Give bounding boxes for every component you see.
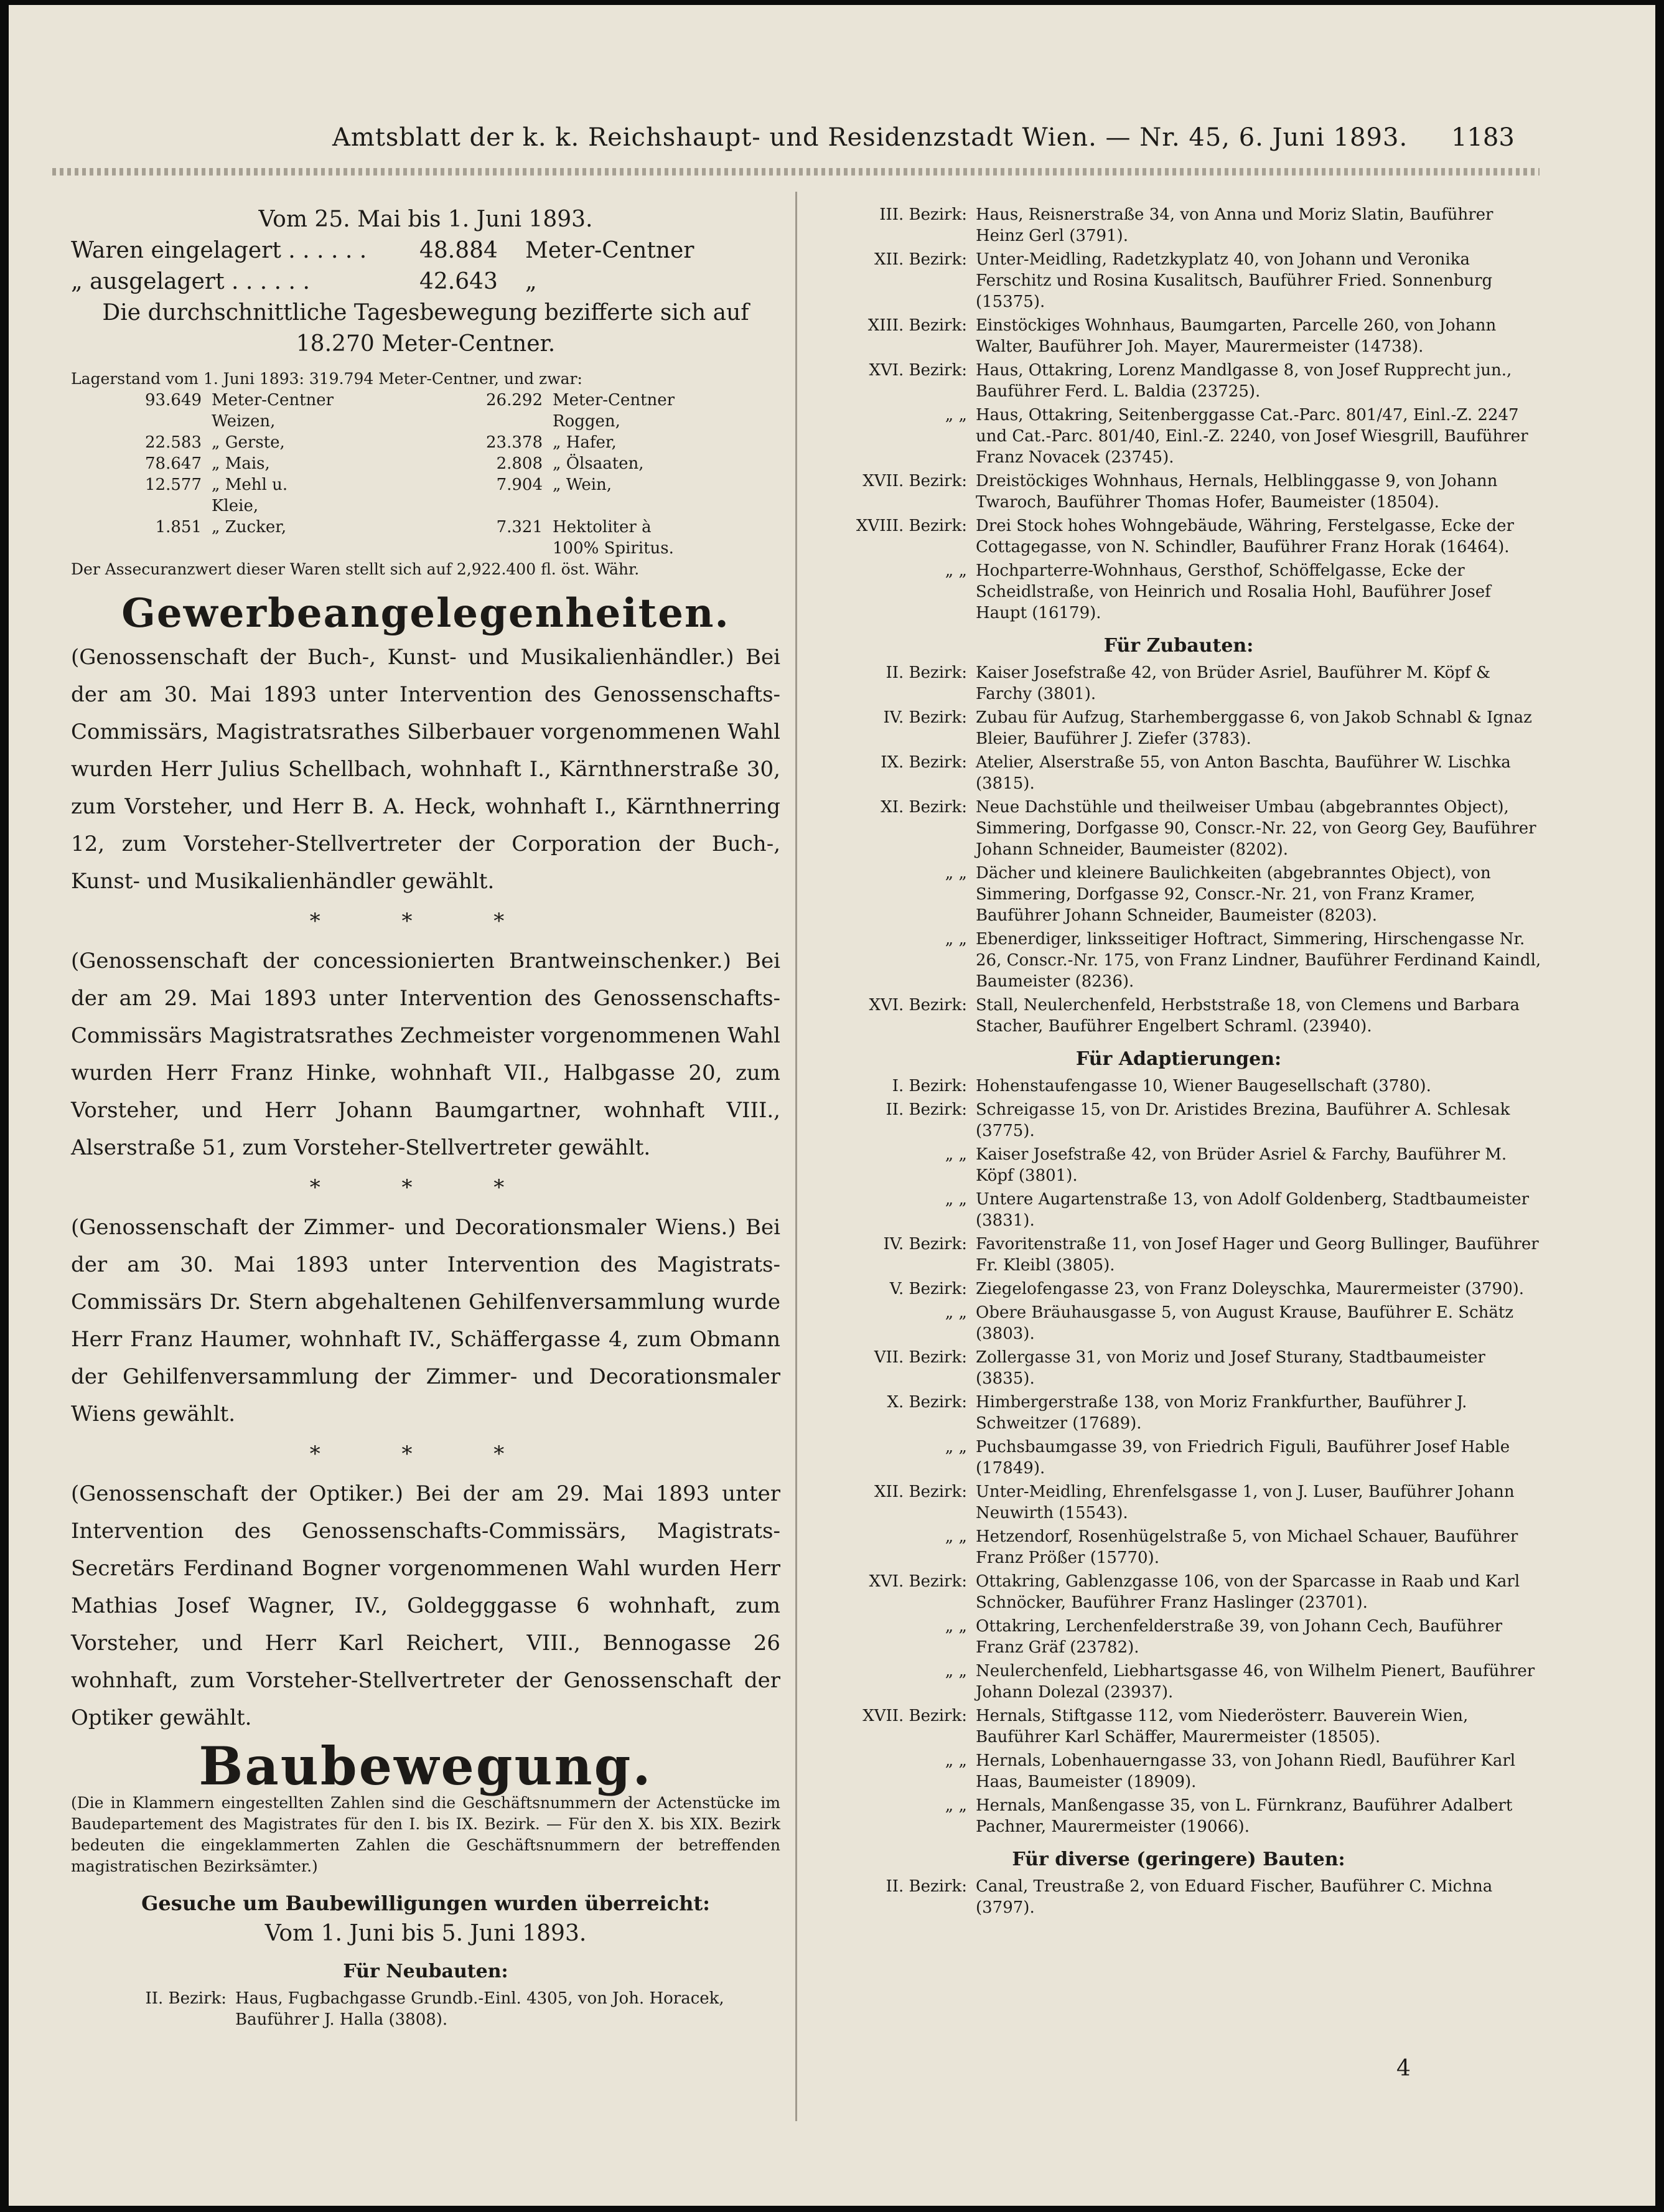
entry-district: II. Bezirk: <box>145 1989 227 2008</box>
adaptierungen-heading: Für Adaptierungen: <box>1075 1048 1282 1070</box>
bau-entry <box>811 1616 1546 1658</box>
bau-entry <box>811 1481 1546 1524</box>
bau-entry <box>811 560 1546 624</box>
entry-text: Kaiser Josefstraße 42, von Brüder Asriel, Bauführer M. Köpf & Farchy (3801). <box>976 663 1491 703</box>
page-number: 1183 <box>1451 123 1515 152</box>
stock-table <box>71 390 780 559</box>
diverse-list <box>811 1876 1546 1918</box>
neubauten-list-left <box>71 1988 780 2030</box>
stock-cell: 1.851 <box>155 518 202 537</box>
entry-text: Hetzendorf, Rosenhügelstraße 5, von Michael Schauer, Bauführer Franz Prößer (15770). <box>976 1527 1518 1567</box>
bau-entry <box>811 1099 1546 1141</box>
bau-entry <box>811 1526 1546 1568</box>
stock-cell: „ Ölsaaten, <box>553 454 644 473</box>
stock-cell: „ Gerste, <box>212 433 285 452</box>
column-divider <box>795 192 797 2121</box>
insurance-note: Der Assecuranzwert dieser Waren stellt sich auf 2,922.400 fl. öst. Währ. <box>71 560 640 578</box>
entry-text: Haus, Reisnerstraße 34, von Anna und Moriz Slatin, Bauführer Heinz Gerl (3791). <box>976 205 1493 245</box>
stock-cell: 78.647 <box>145 454 202 473</box>
entry-district: III. Bezirk: <box>879 205 967 224</box>
entry-district: XII. Bezirk: <box>874 1483 967 1501</box>
newspaper-page <box>9 5 1655 2206</box>
entry-text: Einstöckiges Wohnhaus, Baumgarten, Parcelle 260, von Johann Walter, Bauführer Joh. Mayer, Maurermeister (14738). <box>976 316 1497 356</box>
stats-row <box>71 266 780 298</box>
stats-value: 48.884 <box>419 238 498 263</box>
bau-entry <box>811 1661 1546 1703</box>
stock-spacer <box>340 517 408 559</box>
stats-value: 42.643 <box>419 269 498 294</box>
entry-district: XI. Bezirk: <box>881 798 967 817</box>
entry-district: VII. Bezirk: <box>874 1348 967 1367</box>
bau-entry <box>811 995 1546 1037</box>
entry-text: Hernals, Lobenhauerngasse 33, von Johann Riedl, Bauführer Karl Haas, Baumeister (18909). <box>976 1751 1516 1791</box>
entry-text: Haus, Ottakring, Seitenberggasse Cat.-Parc. 801/47, Einl.-Z. 2247 und Cat.-Parc. 801/40, Einl.-Z. 2240, von Josef Wiesgrill, Bauführer Franz Novacek (23745). <box>976 406 1528 467</box>
entry-text: Canal, Treustraße 2, von Eduard Fischer, Bauführer C. Michna (3797). <box>976 1877 1493 1917</box>
bau-entry <box>811 1705 1546 1748</box>
entry-text: Hernals, Manßengasse 35, von L. Fürnkranz, Bauführer Adalbert Pachner, Maurermeister (19066). <box>976 1796 1513 1836</box>
entry-district: XVII. Bezirk: <box>862 1707 967 1725</box>
entry-district: „ „ <box>945 1751 967 1770</box>
bau-entry <box>811 1278 1546 1300</box>
right-column <box>811 204 1546 1921</box>
bau-entry <box>811 1302 1546 1344</box>
entry-text: Atelier, Alserstraße 55, von Anton Baschta, Bauführer W. Lischka (3815). <box>976 753 1511 793</box>
entry-district: XII. Bezirk: <box>874 250 967 269</box>
bau-entry <box>811 1144 1546 1186</box>
entry-text: Neue Dachstühle und theilweiser Umbau (abgebranntes Object), Simmering, Dorfgasse 90, Conscr.-Nr. 22, von Georg Gey, Bauführer Johann Schneider, Baumeister (8202). <box>976 798 1536 859</box>
sheet-number: 4 <box>1396 2056 1411 2081</box>
entry-district: I. Bezirk: <box>892 1077 967 1095</box>
stats-label: „ ausgelagert . . . . . . <box>71 269 310 294</box>
entry-district: „ „ <box>945 1438 967 1456</box>
bau-entry <box>811 707 1546 749</box>
entry-district: „ „ <box>945 561 967 580</box>
stock-cell: „ Mehl u. Kleie, <box>212 476 288 515</box>
bau-entry <box>811 1076 1546 1097</box>
stock-cell: 23.378 <box>486 433 543 452</box>
bau-entry <box>811 1392 1546 1434</box>
bau-entry <box>811 204 1546 246</box>
entry-district: „ „ <box>945 930 967 949</box>
adaptierungen-list <box>811 1076 1546 1837</box>
stock-cell: 12.577 <box>145 476 202 494</box>
entry-district: II. Bezirk: <box>886 1877 967 1896</box>
gewerbe-paragraph: (Genossenschaft der Buch-, Kunst- und Musikalienhändler.) Bei der am 30. Mai 1893 unter Intervention des Genossenschafts-Commissärs, Magistratsrathes Silberbauer vorgenommenen Wahl wurden Herr Julius Schellbach, wohnhaft I., Kärnthnerstraße 30, zum Vorsteher, und Herr B. A. Heck, wohnhaft I., Kärnthnerring 12, zum Vorsteher-Stellvertreter der Corporation der Buch-, Kunst- und Musikalienhändler gewählt. <box>71 645 780 894</box>
section-title-gewerbe: Gewerbeangelegenheiten. <box>121 590 730 637</box>
stock-cell: Hektoliter à 100% Spiritus. <box>553 518 674 558</box>
entry-district: XVII. Bezirk: <box>862 472 967 490</box>
entry-district: IX. Bezirk: <box>881 753 967 772</box>
stock-spacer <box>340 390 408 432</box>
entry-district: IV. Bezirk: <box>883 1235 967 1254</box>
stock-spacer <box>340 432 408 453</box>
stock-cell: 26.292 <box>486 391 543 410</box>
stock-cell: Meter-Centner Weizen, <box>212 391 334 431</box>
separator-stars: * * * <box>309 1175 542 1200</box>
entry-text: Hohenstaufengasse 10, Wiener Baugesellschaft (3780). <box>976 1077 1431 1095</box>
entry-text: Obere Bräuhausgasse 5, von August Krause, Bauführer E. Schätz (3803). <box>976 1303 1514 1343</box>
entry-district: XVI. Bezirk: <box>869 996 967 1015</box>
entry-district: „ „ <box>945 1527 967 1546</box>
entry-district: „ „ <box>945 1617 967 1636</box>
bau-note: (Die in Klammern eingestellten Zahlen sind die Geschäftsnummern der Actenstücke im Baudepartement des Magistrates für den I. bis IX. Bezirk. — Für den X. bis XIX. Bezirk bedeuten die eingeklammerten Zahlen die Geschäftsnummern der betreffenden magistratischen Bezirksämter.) <box>71 1794 780 1875</box>
entry-text: Ebenerdiger, linksseitiger Hoftract, Simmering, Hirschengasse Nr. 26, Conscr.-Nr. 175, von Franz Lindner, Bauführer Ferdinand Kaindl, Baumeister (8236). <box>976 930 1541 991</box>
neubauten-heading: Für Neubauten: <box>343 1961 508 1982</box>
stats-unit: Meter-Centner <box>525 238 694 263</box>
entry-district: XVI. Bezirk: <box>869 1572 967 1591</box>
entry-text: Dächer und kleinere Baulichkeiten (abgebranntes Object), von Simmering, Dorfgasse 92, Conscr.-Nr. 21, von Franz Kramer, Bauführer Johann Schneider, Baumeister (8203). <box>976 864 1491 925</box>
bau-entry <box>811 752 1546 794</box>
average-line: Die durchschnittliche Tagesbewegung bezifferte sich auf <box>102 300 749 326</box>
bau-entry <box>811 1795 1546 1837</box>
stock-cell: Meter-Centner Roggen, <box>553 391 675 431</box>
stock-cell: 7.321 <box>496 518 543 537</box>
gesuche-heading: Gesuche um Baubewilligungen wurden überreicht: <box>141 1891 710 1915</box>
entry-district: II. Bezirk: <box>886 1100 967 1119</box>
separator-stars: * * * <box>309 1441 542 1466</box>
entry-text: Zollergasse 31, von Moriz und Josef Sturany, Stadtbaumeister (3835). <box>976 1348 1485 1388</box>
entry-district: X. Bezirk: <box>887 1393 967 1412</box>
bau-entry <box>811 662 1546 705</box>
entry-district: IV. Bezirk: <box>883 708 967 727</box>
bau-entry <box>811 515 1546 558</box>
stats-unit: „ <box>525 269 537 294</box>
bau-entry <box>811 360 1546 402</box>
zubauten-list <box>811 662 1546 1037</box>
running-header: Amtsblatt der k. k. Reichshaupt- und Residenzstadt Wien. — Nr. 45, 6. Juni 1893. <box>332 123 1408 152</box>
entry-district: XVI. Bezirk: <box>869 361 967 380</box>
bau-entry <box>811 1571 1546 1613</box>
separator-stars: * * * <box>309 909 542 934</box>
stats-label: Waren eingelagert . . . . . . <box>71 238 367 263</box>
entry-district: „ „ <box>945 1145 967 1164</box>
entry-text: Hochparterre-Wohnhaus, Gersthof, Schöffelgasse, Ecke der Scheidlstraße, von Heinrich und Rosalia Hohl, Bauführer Josef Haupt (16179). <box>976 561 1491 622</box>
header-rule <box>52 168 1540 176</box>
entry-text: Haus, Ottakring, Lorenz Mandlgasse 8, von Josef Rupprecht jun., Bauführer Ferd. L. Baldia (23725). <box>976 361 1512 401</box>
entry-text: Zubau für Aufzug, Starhemberggasse 6, von Jakob Schnabl & Ignaz Bleier, Bauführer J. Ziefer (3783). <box>976 708 1532 748</box>
bau-entry <box>811 1876 1546 1918</box>
entry-text: Ziegelofengasse 23, von Franz Doleyschka, Maurermeister (3790). <box>976 1280 1525 1298</box>
entry-text: Unter-Meidling, Radetzkyplatz 40, von Johann und Veronika Ferschitz und Rosina Kusalitsch, Bauführer Fried. Sonnenburg (15375). <box>976 250 1493 311</box>
entry-district: „ „ <box>945 864 967 883</box>
entry-district: „ „ <box>945 1303 967 1322</box>
entry-text: Favoritenstraße 11, von Josef Hager und Georg Bullinger, Bauführer Fr. Kleibl (3805). <box>976 1235 1539 1275</box>
entry-text: Dreistöckiges Wohnhaus, Hernals, Helblinggasse 9, von Johann Twaroch, Bauführer Thomas Hofer, Baumeister (18504). <box>976 472 1498 512</box>
stock-cell: 22.583 <box>145 433 202 452</box>
bau-period: Vom 1. Juni bis 5. Juni 1893. <box>264 1921 587 1946</box>
entry-text: Unter-Meidling, Ehrenfelsgasse 1, von J. Luser, Bauführer Johann Neuwirth (15543). <box>976 1483 1515 1522</box>
bau-entry <box>811 863 1546 926</box>
entry-district: V. Bezirk: <box>889 1280 967 1298</box>
entry-district: „ „ <box>945 1190 967 1209</box>
entry-district: „ „ <box>945 406 967 424</box>
entry-text: Ottakring, Gablenzgasse 106, von der Sparcasse in Raab und Karl Schnöcker, Bauführer Franz Haslinger (23701). <box>976 1572 1520 1612</box>
entry-district: XVIII. Bezirk: <box>856 517 967 535</box>
stock-cell: 7.904 <box>496 476 543 494</box>
stock-cell: „ Wein, <box>553 476 612 494</box>
entry-text: Stall, Neulerchenfeld, Herbststraße 18, von Clemens und Barbara Stacher, Bauführer Engelbert Schraml. (23940). <box>976 996 1520 1036</box>
stock-cell: „ Hafer, <box>553 433 617 452</box>
bau-entry <box>811 1189 1546 1231</box>
bau-entry <box>811 929 1546 992</box>
bau-entry <box>811 249 1546 312</box>
stock-cell: 93.649 <box>145 391 202 410</box>
bau-entry <box>811 1234 1546 1276</box>
entry-district: XIII. Bezirk: <box>867 316 967 335</box>
stock-cell: 2.808 <box>496 454 543 473</box>
zubauten-heading: Für Zubauten: <box>1103 635 1254 657</box>
entry-district: „ „ <box>945 1662 967 1680</box>
stats-period: Vom 25. Mai bis 1. Juni 1893. <box>258 207 593 232</box>
average-value: 18.270 Meter-Centner. <box>296 331 556 357</box>
entry-text: Untere Augartenstraße 13, von Adolf Goldenberg, Stadtbaumeister (3831). <box>976 1190 1530 1230</box>
stock-cell: „ Mais, <box>212 454 270 473</box>
section-title-baubewegung: Baubewegung. <box>199 1735 653 1797</box>
entry-text: Kaiser Josefstraße 42, von Brüder Asriel & Farchy, Bauführer M. Köpf (3801). <box>976 1145 1507 1185</box>
bau-entry <box>811 405 1546 468</box>
bau-entry <box>811 315 1546 357</box>
bau-entry <box>811 1750 1546 1793</box>
entry-text: Schreigasse 15, von Dr. Aristides Brezina, Bauführer A. Schlesak (3775). <box>976 1100 1510 1140</box>
entry-text: Drei Stock hohes Wohngebäude, Währing, Ferstelgasse, Ecke der Cottagegasse, von N. Schindler, Bauführer Franz Horak (16464). <box>976 517 1514 556</box>
gewerbe-paragraph: (Genossenschaft der Zimmer- und Decorationsmaler Wiens.) Bei der am 30. Mai 1893 unter Intervention des Magistrats-Commissärs Dr. Stern abgehaltenen Gehilfenversammlung wurde Herr Franz Haumer, wohnhaft IV., Schäffergasse 4, zum Obmann der Gehilfenversammlung der Zimmer- und Decorationsmaler Wiens gewählt. <box>71 1215 780 1427</box>
diverse-heading: Für diverse (geringere) Bauten: <box>1012 1849 1345 1870</box>
stock-spacer <box>340 474 408 517</box>
entry-text: Haus, Fugbachgasse Grundb.-Einl. 4305, von Joh. Horacek, Bauführer J. Halla (3808). <box>235 1989 724 2029</box>
gewerbe-paragraph: (Genossenschaft der concessionierten Brantweinschenker.) Bei der am 29. Mai 1893 unter Intervention des Genossenschafts-Commissärs Magistratsrathes Zechmeister vorgenommenen Wahl wurden Herr Franz Hinke, wohnhaft VII., Halbgasse 20, zum Vorsteher, und Herr Johann Baumgartner, wohnhaft VIII., Alserstraße 51, zum Vorsteher-Stellvertreter gewählt. <box>71 949 780 1160</box>
entry-district: II. Bezirk: <box>886 663 967 682</box>
neubauten-list-right <box>811 204 1546 624</box>
entry-text: Puchsbaumgasse 39, von Friedrich Figuli, Bauführer Josef Hable (17849). <box>976 1438 1510 1478</box>
bau-entry <box>811 1347 1546 1389</box>
entry-district: „ „ <box>945 1796 967 1815</box>
entry-text: Himbergerstraße 138, von Moriz Frankfurther, Bauführer J. Schweitzer (17689). <box>976 1393 1467 1433</box>
stock-title: Lagerstand vom 1. Juni 1893: 319.794 Meter-Centner, und zwar: <box>71 370 582 388</box>
bau-entry <box>811 1436 1546 1479</box>
entry-text: Neulerchenfeld, Liebhartsgasse 46, von Wilhelm Pienert, Bauführer Johann Dolezal (23937). <box>976 1662 1535 1702</box>
left-column <box>71 204 780 2033</box>
stats-row <box>71 235 780 266</box>
bau-entry <box>71 1988 780 2030</box>
entry-text: Ottakring, Lerchenfelderstraße 39, von Johann Cech, Bauführer Franz Gräf (23782). <box>976 1617 1503 1657</box>
bau-entry <box>811 471 1546 513</box>
bau-entry <box>811 797 1546 860</box>
entry-text: Hernals, Stiftgasse 112, vom Niederösterr. Bauverein Wien, Bauführer Karl Schäffer, Maurermeister (18505). <box>976 1707 1469 1746</box>
stock-spacer <box>340 453 408 474</box>
gewerbe-paragraph: (Genossenschaft der Optiker.) Bei der am 29. Mai 1893 unter Intervention des Genossenschafts-Commissärs, Magistrats-Secretärs Ferdinand Bogner vorgenommenen Wahl wurden Herr Mathias Josef Wagner, IV., Goldegggasse 6 wohnhaft, zum Vorsteher, und Herr Karl Reichert, VIII., Bennogasse 26 wohnhaft, zum Vorsteher-Stellvertreter der Genossenschaft der Optiker gewählt. <box>71 1481 780 1730</box>
stock-cell: „ Zucker, <box>212 518 287 537</box>
